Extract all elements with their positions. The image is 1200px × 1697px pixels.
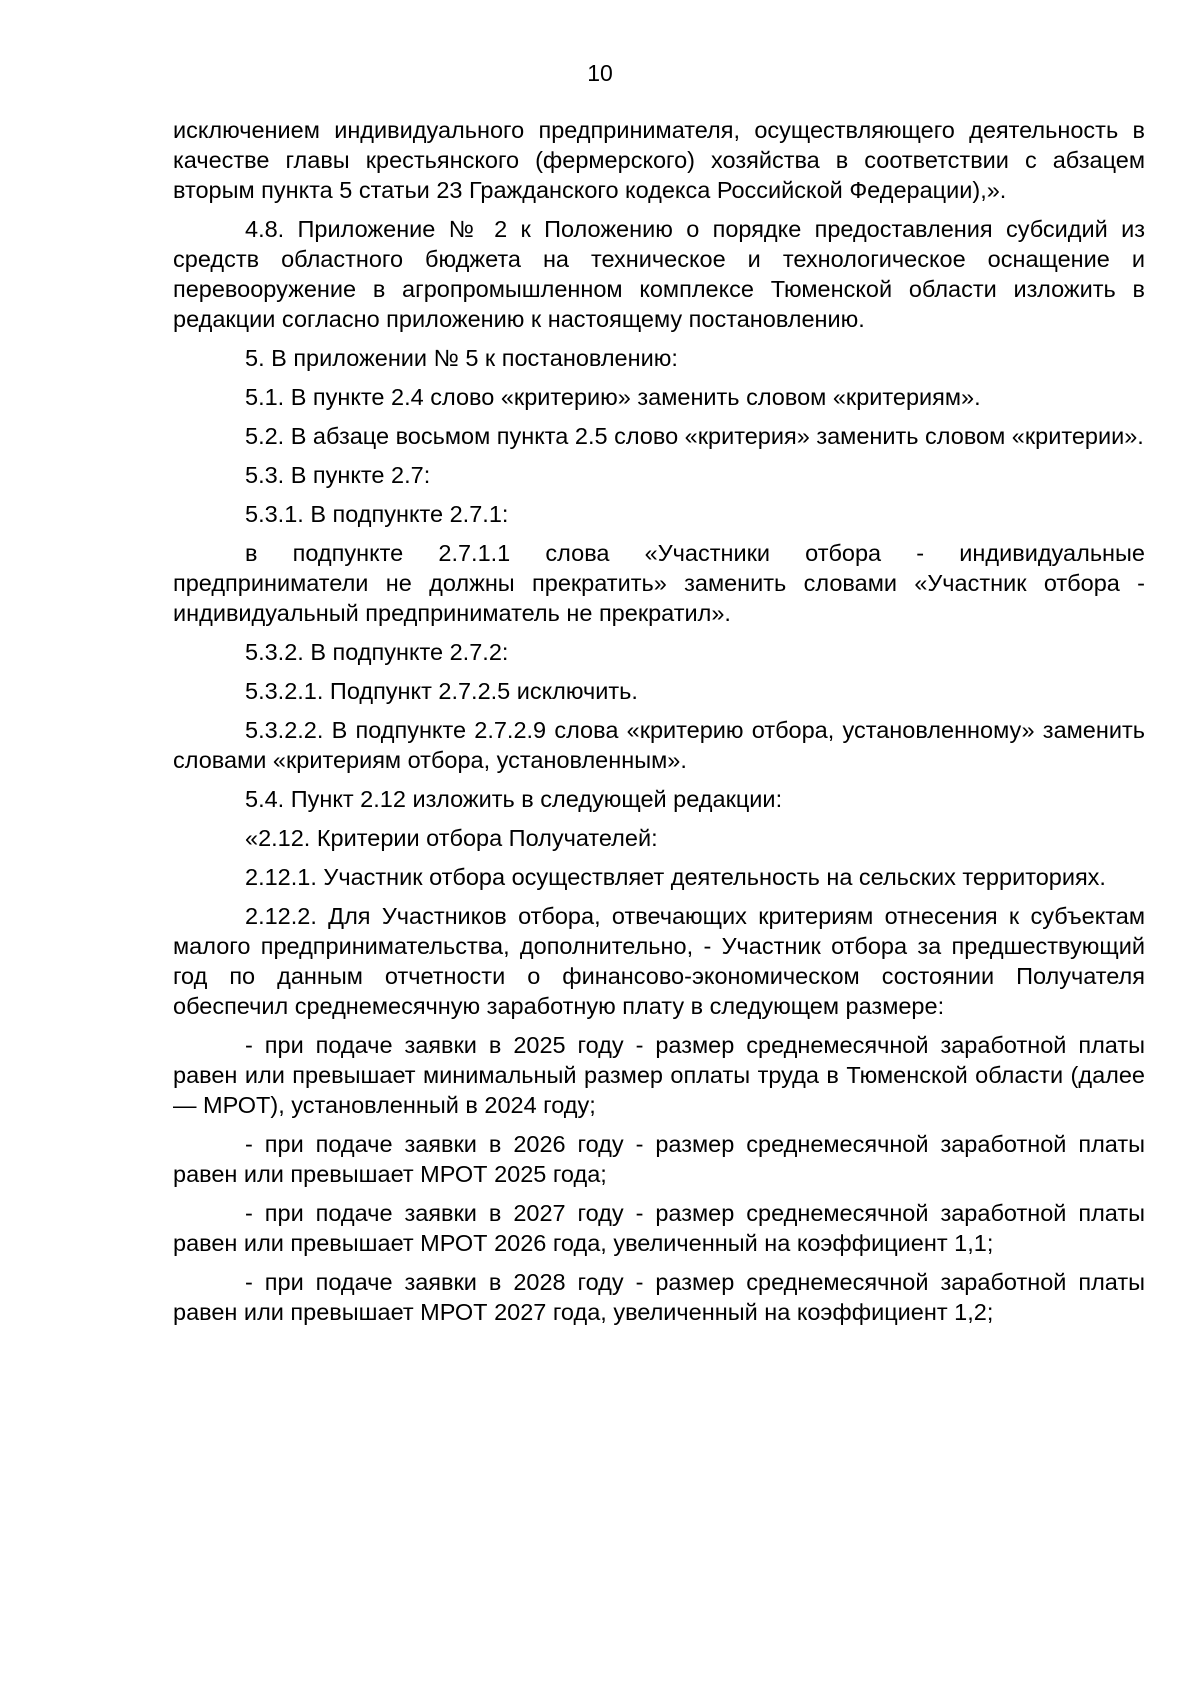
paragraph: 5.3.1. В подпункте 2.7.1: (245, 501, 509, 527)
paragraph: 5.1. В пункте 2.4 слово «критерию» заменить словом «критериям». (245, 384, 981, 410)
paragraph: 5.4. Пункт 2.12 изложить в следующей редакции: (245, 786, 783, 812)
paragraph: - при подаче заявки в 2026 году - размер среднемесячной заработной платы равен или превышает МРОТ 2025 года; (173, 1131, 1145, 1187)
paragraph: исключением индивидуального предпринимателя, осуществляющего деятельность в качестве главы крестьянского (фермерского) хозяйства в соответствии с абзацем вторым пункта 5 статьи 23 Гражданского кодекса Российской Федерации),». (173, 117, 1145, 203)
paragraph: - при подаче заявки в 2025 году - размер среднемесячной заработной платы равен или превышает минимальный размер оплаты труда в Тюменской области (далее — МРОТ), установленный в 2024 году; (173, 1032, 1145, 1118)
paragraph: 5.2. В абзаце восьмом пункта 2.5 слово «критерия» заменить словом «критерии». (245, 423, 1144, 449)
page-number: 10 (587, 60, 613, 86)
paragraph: «2.12. Критерии отбора Получателей: (245, 825, 658, 851)
paragraph: 2.12.1. Участник отбора осуществляет деятельность на сельских территориях. (245, 864, 1106, 890)
paragraph: 4.8. Приложение № 2 к Положению о порядке предоставления субсидий из средств областного бюджета на техническое и технологическое оснащение и перевооружение в агропромышленном комплексе Тюменской области изложить в редакции согласно приложению к настоящему постановлению. (173, 216, 1145, 332)
paragraph: 5.3. В пункте 2.7: (245, 462, 431, 488)
paragraph: 2.12.2. Для Участников отбора, отвечающих критериям отнесения к субъектам малого предпринимательства, дополнительно, - Участник отбора за предшествующий год по данным отчетности о финансово-экономическом состоянии Получателя обеспечил среднемесячную заработную плату в следующем размере: (173, 903, 1145, 1019)
paragraph: 5.3.2.2. В подпункте 2.7.2.9 слова «критерию отбора, установленному» заменить словами «критериям отбора, установленным». (173, 717, 1145, 773)
paragraph: в подпункте 2.7.1.1 слова «Участники отбора - индивидуальные предприниматели не должны прекратить» заменить словами «Участник отбора - индивидуальный предприниматель не прекратил». (173, 540, 1145, 626)
paragraph: - при подаче заявки в 2028 году - размер среднемесячной заработной платы равен или превышает МРОТ 2027 года, увеличенный на коэффициент 1,2; (173, 1269, 1145, 1325)
document-body (173, 115, 1145, 1336)
paragraph: 5.3.2. В подпункте 2.7.2: (245, 639, 509, 665)
paragraph: 5.3.2.1. Подпункт 2.7.2.5 исключить. (245, 678, 638, 704)
paragraph: - при подаче заявки в 2027 году - размер среднемесячной заработной платы равен или превышает МРОТ 2026 года, увеличенный на коэффициент 1,1; (173, 1200, 1145, 1256)
paragraph: 5. В приложении № 5 к постановлению: (245, 345, 678, 371)
